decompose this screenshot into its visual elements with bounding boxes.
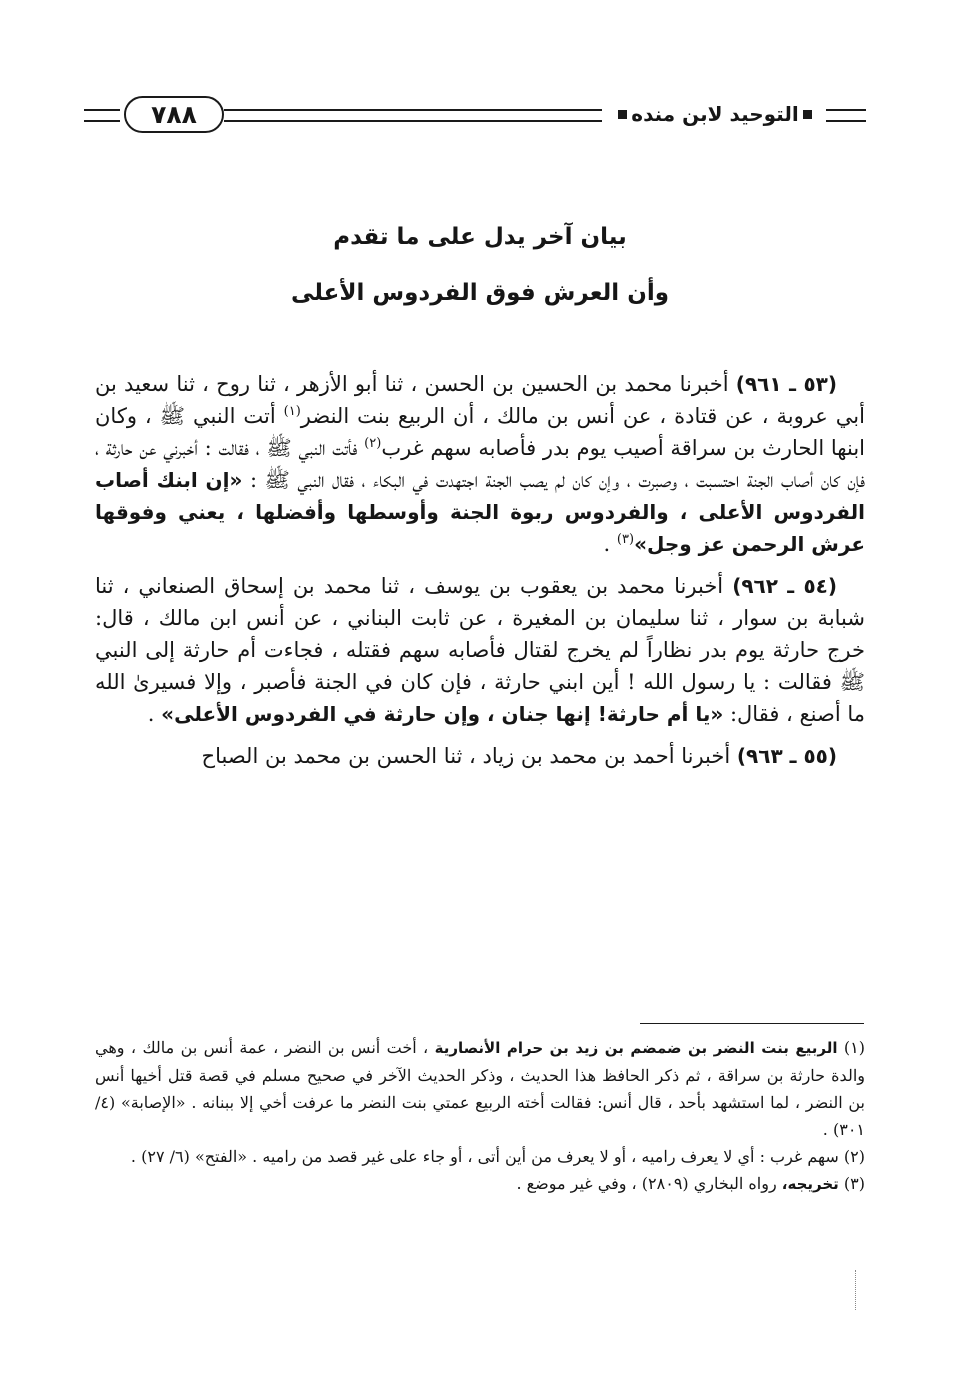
- hadith-text: أخبرنا محمد بن الحسين بن الحسن ، ثنا أبو الأزهر ، ثنا روح ، ثنا سعيد بن أبي عروبة ، عن قتادة ، عن أنس بن مالك ، أن الربيع بنت النضر: [95, 372, 865, 428]
- footnote-ref: (٣): [616, 532, 635, 547]
- hadith-text: أخبرنا محمد بن يعقوب بن يوسف ، ثنا محمد بن إسحاق الصنعاني ، ثنا شبابة بن سوار ، ثنا سليمان بن المغيرة ، عن ثابت البناني ، عن أنس ابن مالك ، قال: خرج حارثة يوم بدر نظاراً لم يخرج لقتال فأصابه سهم فقتله ، فجاءت أم حارثة إلى النبي ﷺ فقالت : يا رسول الله ! أين ابني حارثة ، فإن كان في الجنة فأصبر ، وإلا فسيرىٰ الله ما أصنع ، فقال:: [95, 574, 865, 726]
- prophetic-quote: «يا أم حارثة! إنها جنان ، وإن حارثة في الفردوس الأعلى»: [161, 702, 724, 726]
- footnote-ref: (١): [283, 404, 301, 419]
- footnote-separator: [640, 1023, 864, 1024]
- main-text: [95, 368, 865, 782]
- header-rule-right: [826, 109, 866, 122]
- hadith-paragraph: [95, 368, 865, 560]
- footnote-text: ، أخت أنس بن النضر ، عمة أنس بن مالك ، وهي والدة حارثة بن سراقة ، ثم ذكر الحافظ هذا الحديث ، وذكر الحديث الآخر في صحيح مسلم في قصة قتل أخيها أنس بن النضر ، لما استشهد بأحد ، قال أنس: فقالت أخته الربيع عمتي بنت النضر ما عرفت أخي إلا ببنانه . «الإصابة» (٤/ ٣٠١) .: [95, 1038, 865, 1139]
- header-rule-left: [84, 109, 120, 122]
- hadith-text: أتت النبي ﷺ ، وكان ابنها الحارث بن سراقة أصيب يوم بدر فأصابه سهم غرب: [95, 404, 865, 460]
- running-header: [84, 96, 866, 136]
- footnote-bold: تخريجه،: [781, 1175, 839, 1193]
- square-bullet-icon: [618, 110, 627, 119]
- hadith-text: فأتت النبي ﷺ ، فقالت : أخبرني عن حارثة ، فإن كان أصاب الجنة احتسبت ، وصبرت ، وإن كان لم يصب الجنة اجتهدت في البكاء ، فقال النبي ﷺ :: [95, 436, 866, 492]
- footnote-item: [95, 1143, 865, 1170]
- hadith-number: (٥٥ ـ ٩٦٣): [736, 744, 837, 768]
- hadith-number: (٥٤ ـ ٩٦٢): [732, 574, 837, 598]
- page-number: ٧٨٨: [124, 96, 224, 133]
- footnote-text: سهم غرب : أي لا يعرف راميه ، أو لا يعرف من أين أتى ، أو جاء على غير قصد من راميه . «الفتح» (٦/ ٢٧) .: [130, 1147, 839, 1166]
- footnote-text: رواه البخاري (٢٨٠٩) ، وفي غير موضع .: [516, 1174, 777, 1193]
- footnotes: [95, 1034, 865, 1198]
- hadith-paragraph: [95, 740, 865, 772]
- footnote-item: [95, 1170, 865, 1198]
- chapter-heading-line2: وأن العرش فوق الفردوس الأعلى: [290, 280, 670, 306]
- running-title-text: التوحيد لابن منده: [631, 102, 799, 126]
- chapter-heading-line1: بيان آخر يدل على ما تقدم: [333, 224, 627, 250]
- footnote-marker: (١): [843, 1038, 865, 1057]
- header-rule-middle: [224, 109, 602, 122]
- hadith-paragraph: [95, 570, 865, 730]
- footnote-ref: (٢): [364, 436, 382, 451]
- footnote-bold: الربيع بنت النضر بن ضمضم بن زيد بن حرام الأنصارية: [434, 1039, 838, 1057]
- prophetic-quote: «إن ابنك أصاب الفردوس الأعلى ، والفردوس ربوة الجنة وأوسطها وأفضلها ، يعني وفوقها عرش الرحمن عز وجل»: [95, 468, 865, 556]
- square-bullet-icon: [803, 110, 812, 119]
- footnote-marker: (٢): [843, 1147, 865, 1166]
- hadith-number: (٥٣ ـ ٩٦١): [735, 372, 837, 396]
- hadith-text: أخبرنا أحمد بن محمد بن زياد ، ثنا الحسن بن محمد بن الصباح: [201, 744, 731, 768]
- sentence-end: .: [603, 532, 611, 556]
- footnote-item: [95, 1034, 865, 1143]
- sentence-end: .: [147, 702, 155, 726]
- margin-dots: [855, 1270, 859, 1310]
- footnote-marker: (٣): [843, 1174, 865, 1193]
- running-title: [608, 99, 822, 129]
